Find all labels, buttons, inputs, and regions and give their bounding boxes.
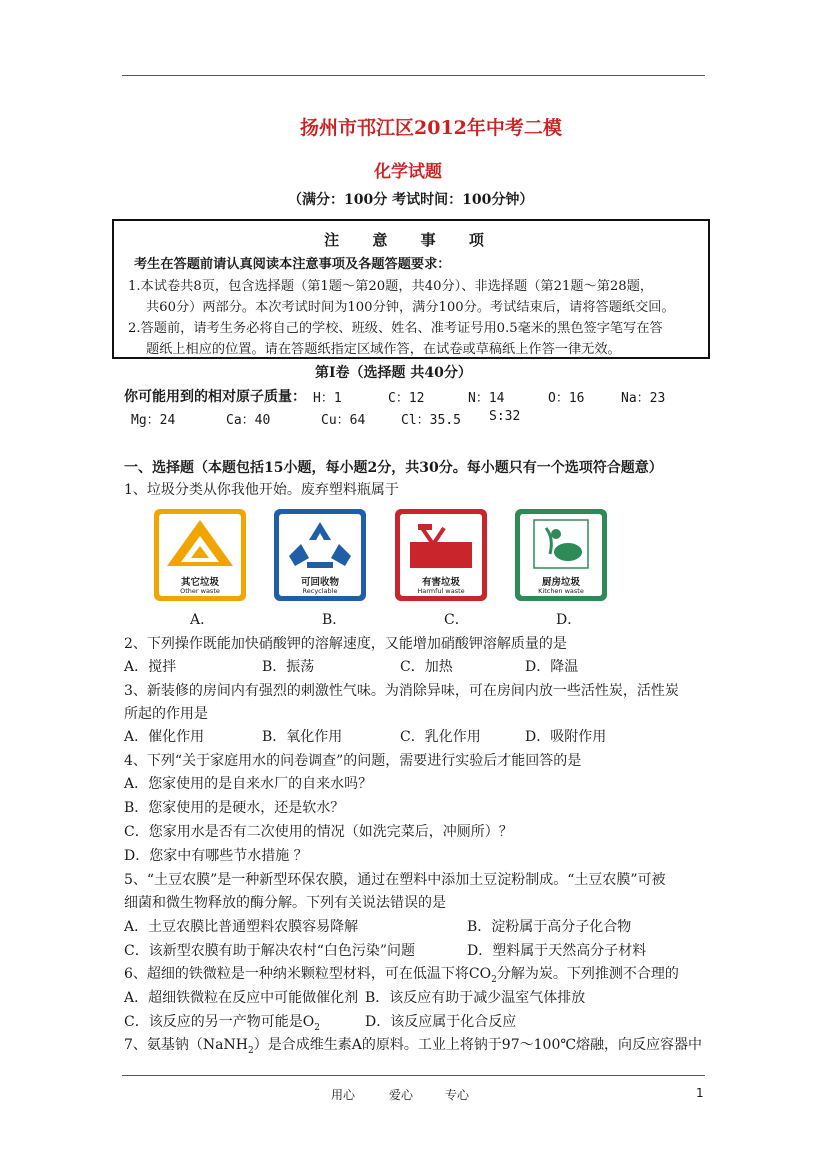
sign-cn-label: 有害垃圾 — [421, 577, 460, 588]
atomic-mass-value: N：14 — [468, 391, 505, 406]
notice-line: 共60分）两部分。本次考试时间为100分钟，满分100分。考试结束后，请将答题纸交回。 — [146, 300, 675, 315]
question-3-line1: 3、新装修的房间内有强烈的刺激性气味。为消除异味，可在房间内放一些活性炭，活性炭 — [124, 683, 679, 699]
q5-option: A．土豆农膜比普通塑料农膜容易降解 — [124, 919, 359, 935]
atomic-mass-value: C：12 — [388, 391, 425, 406]
q2-option: D．降温 — [525, 659, 579, 675]
harmful-waste-sign — [395, 509, 487, 601]
score-line: （满分：100分 考试时间：100分钟） — [288, 192, 534, 208]
atomic-mass-value: H：1 — [313, 391, 342, 406]
atomic-mass-value: O：16 — [548, 391, 585, 406]
recyclable-sign — [274, 509, 366, 601]
notice-title: 注 意 事 项 — [324, 231, 498, 249]
q5-option: B．淀粉属于高分子化合物 — [467, 919, 632, 935]
footer-item: 用心 — [331, 1088, 356, 1102]
q6-option-c — [124, 1011, 320, 1033]
notice-intro: 考生在答题前请认真阅读本注意事项及各题答题要求： — [134, 257, 451, 272]
sign-cn-label: 其它垃圾 — [180, 577, 219, 588]
option-c-label: C． — [444, 612, 469, 628]
q3-option: A．催化作用 — [124, 729, 205, 745]
q6-option: C．该反应的另一产物可能是O — [124, 1014, 315, 1030]
footer-item: 爱心 — [389, 1088, 414, 1102]
notice-line: 2.答题前，请考生务必将自己的学校、班级、姓名、准考证号用0.5毫米的黑色签字笔写在答 — [128, 321, 663, 336]
q6-subscript: 2 — [491, 974, 497, 985]
q6-option: B．该反应有助于减少温室气体排放 — [365, 990, 586, 1006]
footer-item: 专心 — [445, 1088, 470, 1102]
q5-option: D．塑料属于天然高分子材料 — [467, 943, 647, 959]
atomic-mass-value: S:32 — [489, 409, 521, 424]
q7-subscript: 2 — [247, 1045, 254, 1056]
q6-option: A．超细铁微粒在反应中可能做催化剂 — [124, 990, 359, 1006]
header-rule — [122, 75, 705, 76]
warning-triangle-icon — [159, 514, 241, 572]
q4-option: C．您家用水是否有二次使用的情况（如洗完菜后，冲厕所）？ — [124, 824, 513, 840]
exam-subtitle: 化学试题 — [374, 162, 442, 182]
option-a-label: A． — [190, 612, 215, 628]
kitchen-waste-icon — [520, 514, 602, 572]
sign-en-label: Other waste — [180, 587, 220, 595]
footer-rule — [122, 1075, 705, 1076]
page-number: 1 — [696, 1086, 704, 1100]
option-d-label: D． — [556, 612, 582, 628]
sign-en-label: Kitchen waste — [538, 587, 584, 595]
q2-option: A．搅拌 — [124, 659, 177, 675]
notice-line: 1.本试卷共8页，包含选择题（第1题～第20题，共40分）、非选择题（第21题～第28题， — [128, 279, 654, 294]
question-4: 4、下列“关于家庭用水的问卷调查”的问题，需要进行实验后才能回答的是 — [124, 753, 582, 769]
notice-line: 题纸上相应的位置。请在答题纸指定区域作答，在试卷或草稿纸上作答一律无效。 — [146, 342, 621, 357]
q6-option: D．该反应属于化合反应 — [365, 1014, 517, 1030]
q3-option: B．氧化作用 — [262, 729, 343, 745]
atomic-mass-value: Ca：40 — [226, 413, 271, 428]
question-3-line2: 所起的作用是 — [124, 706, 208, 722]
sign-cn-label: 厨房垃圾 — [541, 577, 580, 588]
q7-text: ）是合成维生素A的原料。工业上将钠于97～100℃熔融，向反应容器中 — [253, 1037, 703, 1053]
question-2: 2、下列操作既能加快硝酸钾的溶解速度，又能增加硝酸钾溶解质量的是 — [124, 636, 567, 652]
q6-c-subscript: 2 — [314, 1022, 320, 1033]
part1-heading: 第Ⅰ卷（选择题 共40分） — [315, 365, 472, 381]
question-5-line1: 5、“土豆农膜”是一种新型环保农膜，通过在塑料中添加土豆淀粉制成。“土豆农膜”可被 — [124, 872, 666, 888]
sign-en-label: Recyclable — [302, 587, 338, 595]
q5-option: C．该新型农膜有助于解决农村“白色污染”问题 — [124, 943, 416, 959]
q2-option: C．加热 — [400, 659, 453, 675]
question-7 — [124, 1034, 702, 1056]
recycle-icon — [279, 514, 361, 572]
other-waste-sign — [154, 509, 246, 601]
q2-option: B．振荡 — [262, 659, 315, 675]
section1-heading: 一、选择题（本题包括15小题，每小题2分，共30分。每小题只有一个选项符合题意） — [124, 460, 663, 476]
q4-option: B．您家使用的是硬水，还是软水？ — [124, 800, 345, 816]
atomic-mass-value: Cu：64 — [321, 413, 366, 428]
exam-title: 扬州市邗江区2012年中考二模 — [300, 117, 562, 139]
q6-text: 6、超细的铁微粒是一种纳米颗粒型材料，可在低温下将CO — [124, 966, 492, 982]
kitchen-waste-sign — [515, 509, 607, 601]
q4-option: A．您家使用的是自来水厂的自来水吗？ — [124, 776, 373, 792]
atomic-mass-value: Cl：35.5 — [401, 413, 461, 428]
sign-cn-label: 可回收物 — [300, 577, 339, 588]
option-b-label: B． — [322, 612, 347, 628]
harmful-icon — [400, 514, 482, 572]
notice-box — [112, 219, 710, 359]
q7-text: 7、氨基钠（NaNH — [124, 1037, 248, 1053]
question-5-line2: 细菌和微生物释放的酶分解。下列有关说法错误的是 — [124, 895, 446, 911]
q3-option: D．吸附作用 — [525, 729, 607, 745]
q3-option: C．乳化作用 — [400, 729, 481, 745]
atomic-mass-value: Na：23 — [621, 391, 666, 406]
atomic-mass-value: Mg：24 — [131, 413, 176, 428]
question-6 — [124, 963, 679, 985]
q4-option: D．您家中有哪些节水措施 ？ — [124, 848, 308, 864]
sign-en-label: Harmful waste — [417, 587, 465, 595]
q6-text: 分解为炭。下列推测不合理的 — [496, 966, 679, 982]
question-1: 1、垃圾分类从你我他开始。废弃塑料瓶属于 — [124, 482, 399, 498]
atomic-mass-label: 你可能用到的相对原子质量： — [124, 389, 306, 405]
